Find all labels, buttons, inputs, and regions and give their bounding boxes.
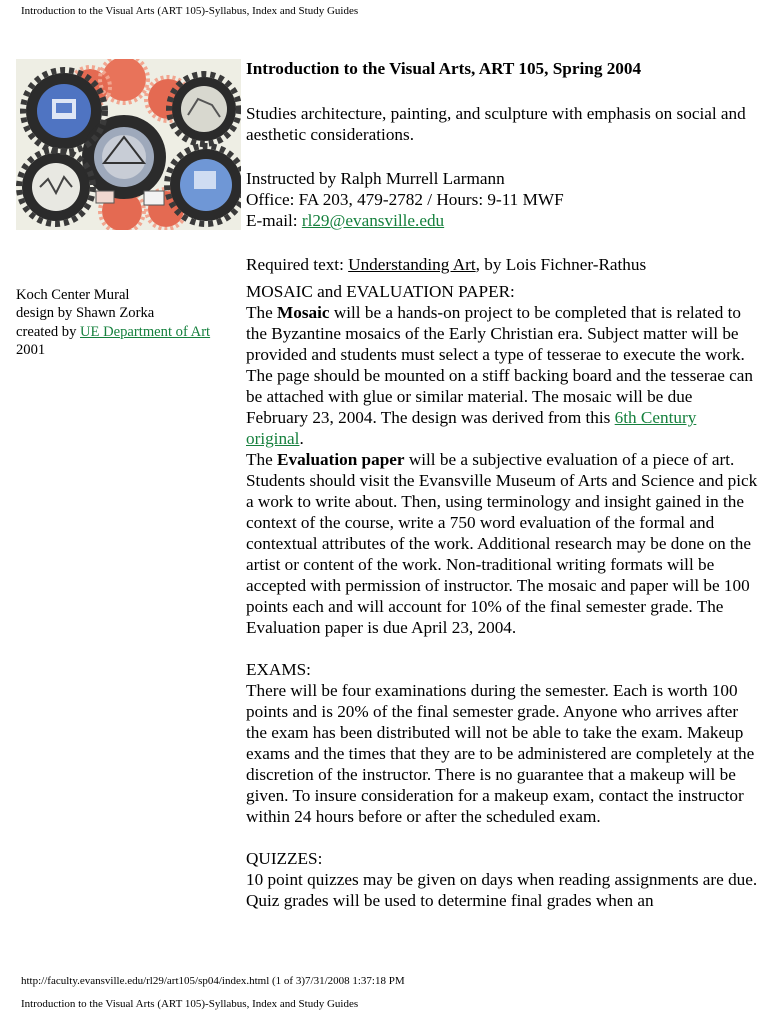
- page-footer-title: Introduction to the Visual Arts (ART 105)-Syllabus, Index and Study Guides: [21, 998, 359, 1010]
- required-text-title: Understanding Art: [348, 255, 476, 274]
- exams-paragraph: There will be four examinations during the semester. Each is worth 100 points and is 20% of the final semester grade. Anyone who arrives after the exam has been distributed will not be able to take the exam. Makeup exams and the times that they are to be administered are completely at the discretion of the instructor. There is no guarantee that a makeup will be given. To insure consideration for a makeup exam, contact the instructor within 24 hours before or after the scheduled exam.: [246, 681, 755, 826]
- instructor-email-link[interactable]: rl29@evansville.edu: [301, 211, 445, 230]
- office-hours: Office: FA 203, 479-2782 / Hours: 9-11 MWF: [246, 190, 564, 209]
- mosaic-bold-term: Mosaic: [277, 303, 330, 322]
- required-text-author: , by Lois Fichner-Rathus: [475, 255, 647, 274]
- mosaic-heading: MOSAIC and EVALUATION PAPER:: [246, 282, 515, 301]
- sixth-century-original-link[interactable]: 6th Century original: [246, 408, 697, 448]
- exams-heading: EXAMS:: [246, 660, 311, 679]
- evaluation-bold-term: Evaluation paper: [277, 450, 405, 469]
- evaluation-the: The: [246, 450, 278, 469]
- quizzes-heading: QUIZZES:: [246, 849, 323, 868]
- email-label: E-mail:: [246, 211, 302, 230]
- caption-line-year: 2001: [16, 342, 46, 359]
- evaluation-body: will be a subjective evaluation of a piece of art. Students should visit the Evansville Museum of Arts and Science and pick a work to write about. Then, using terminology and insight gained in the context of the course, write a 750 word evaluation of the formal and contextual attributes of the work. Additional research may be done on the artist or content of the work. Non-traditional writing formats will be accepted with permission of instructor. The mosaic and paper will be 100 points each and will account for 10% of the final semester grade. The Evaluation paper is due April 23, 2004.: [246, 450, 758, 637]
- instructor-name: Instructed by Ralph Murrell Larmann: [246, 169, 505, 188]
- required-text: [246, 254, 758, 275]
- required-text-prefix: Required text:: [246, 255, 349, 274]
- caption-line-designer: design by Shawn Zorka: [16, 305, 155, 322]
- quizzes-paragraph: 10 point quizzes may be given on days when reading assignments are due. Quiz grades will be used to determine final grades when an: [246, 870, 758, 910]
- mosaic-end: .: [299, 429, 304, 448]
- mosaic-the: The: [246, 303, 278, 322]
- mural-caption: [16, 286, 238, 360]
- caption-line-title: Koch Center Mural: [16, 287, 130, 303]
- evaluation-paper-paragraph: [246, 449, 758, 638]
- course-title: Introduction to the Visual Arts, ART 105, Spring 2004: [246, 59, 642, 78]
- email-line: [246, 210, 758, 231]
- ue-department-of-art-link[interactable]: UE Department of Art: [80, 323, 211, 340]
- caption-line-created: [16, 323, 238, 341]
- course-description: Studies architecture, painting, and sculpture with emphasis on social and aesthetic considerations.: [246, 104, 746, 144]
- mosaic-body: will be a hands-on project to be completed that is related to the Byzantine mosaics of the Early Christian era. Subject matter will be provided and students must select a type of tesserae to execute the work. The page should be mounted on a stiff backing board and the tesserae can be attached with glue or similar material. The mosaic will be due February 23, 2004. The design was derived from this: [246, 303, 754, 427]
- page-footer-url: http://faculty.evansville.edu/rl29/art105/sp04/index.html (1 of 3)7/31/2008 1:37:18 PM: [21, 975, 405, 987]
- syllabus-main-column: [246, 58, 758, 911]
- koch-center-mural-image: [16, 59, 241, 230]
- page-header-title: Introduction to the Visual Arts (ART 105)-Syllabus, Index and Study Guides: [21, 5, 359, 17]
- instructor-contact: [246, 168, 758, 231]
- mosaic-paragraph: [246, 302, 758, 449]
- caption-created-prefix: created by: [16, 323, 81, 340]
